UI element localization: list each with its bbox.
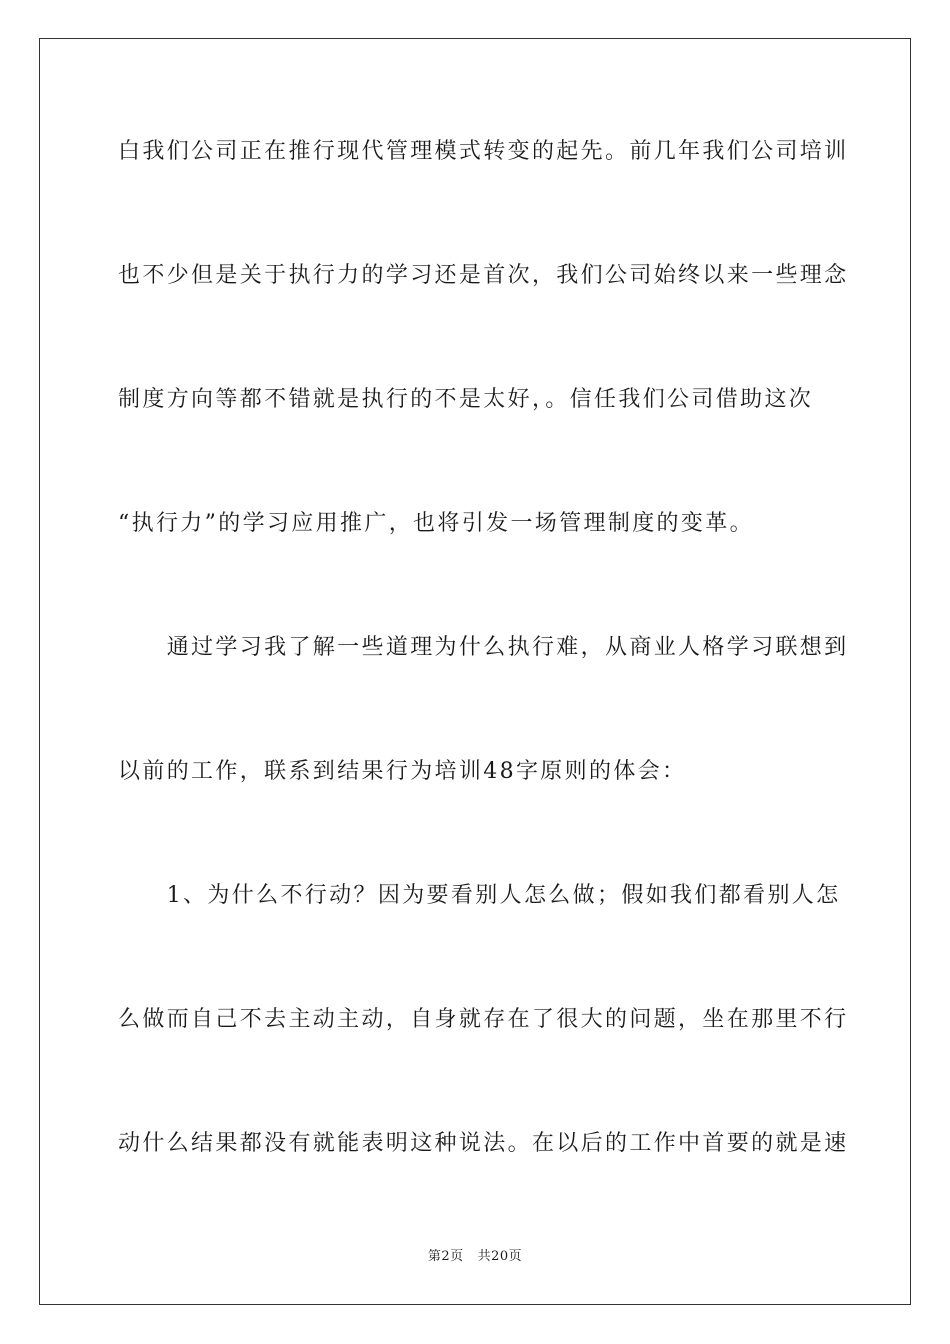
text-line: 动什么结果都没有就能表明这种说法。在以后的工作中首要的就是速 <box>118 1131 849 1156</box>
text-line: 以前的工作，联系到结果行为培训48字原则的体会： <box>118 759 687 784</box>
text-line: 1、为什么不行动？因为要看别人怎么做；假如我们都看别人怎 <box>118 883 841 908</box>
text-line: 白我们公司正在推行现代管理模式转变的起先。前几年我们公司培训 <box>118 139 849 164</box>
page-footer <box>0 1248 950 1266</box>
text-line: 制度方向等都不错就是执行的不是太好，。信任我们公司借助这次 <box>118 387 814 412</box>
text-line: “执行力”的学习应用推广，也将引发一场管理制度的变革。 <box>118 511 754 536</box>
text-line: 也不少但是关于执行力的学习还是首次，我们公司始终以来一些理念 <box>118 263 849 288</box>
page-border <box>39 38 911 1305</box>
text-line: 么做而自己不去主动主动，自身就存在了很大的问题，坐在那里不行 <box>118 1007 849 1032</box>
page-number: 第2页 <box>427 1249 464 1264</box>
total-pages: 共20页 <box>477 1249 523 1264</box>
text-line: 通过学习我了解一些道理为什么执行难，从商业人格学习联想到 <box>118 635 849 660</box>
